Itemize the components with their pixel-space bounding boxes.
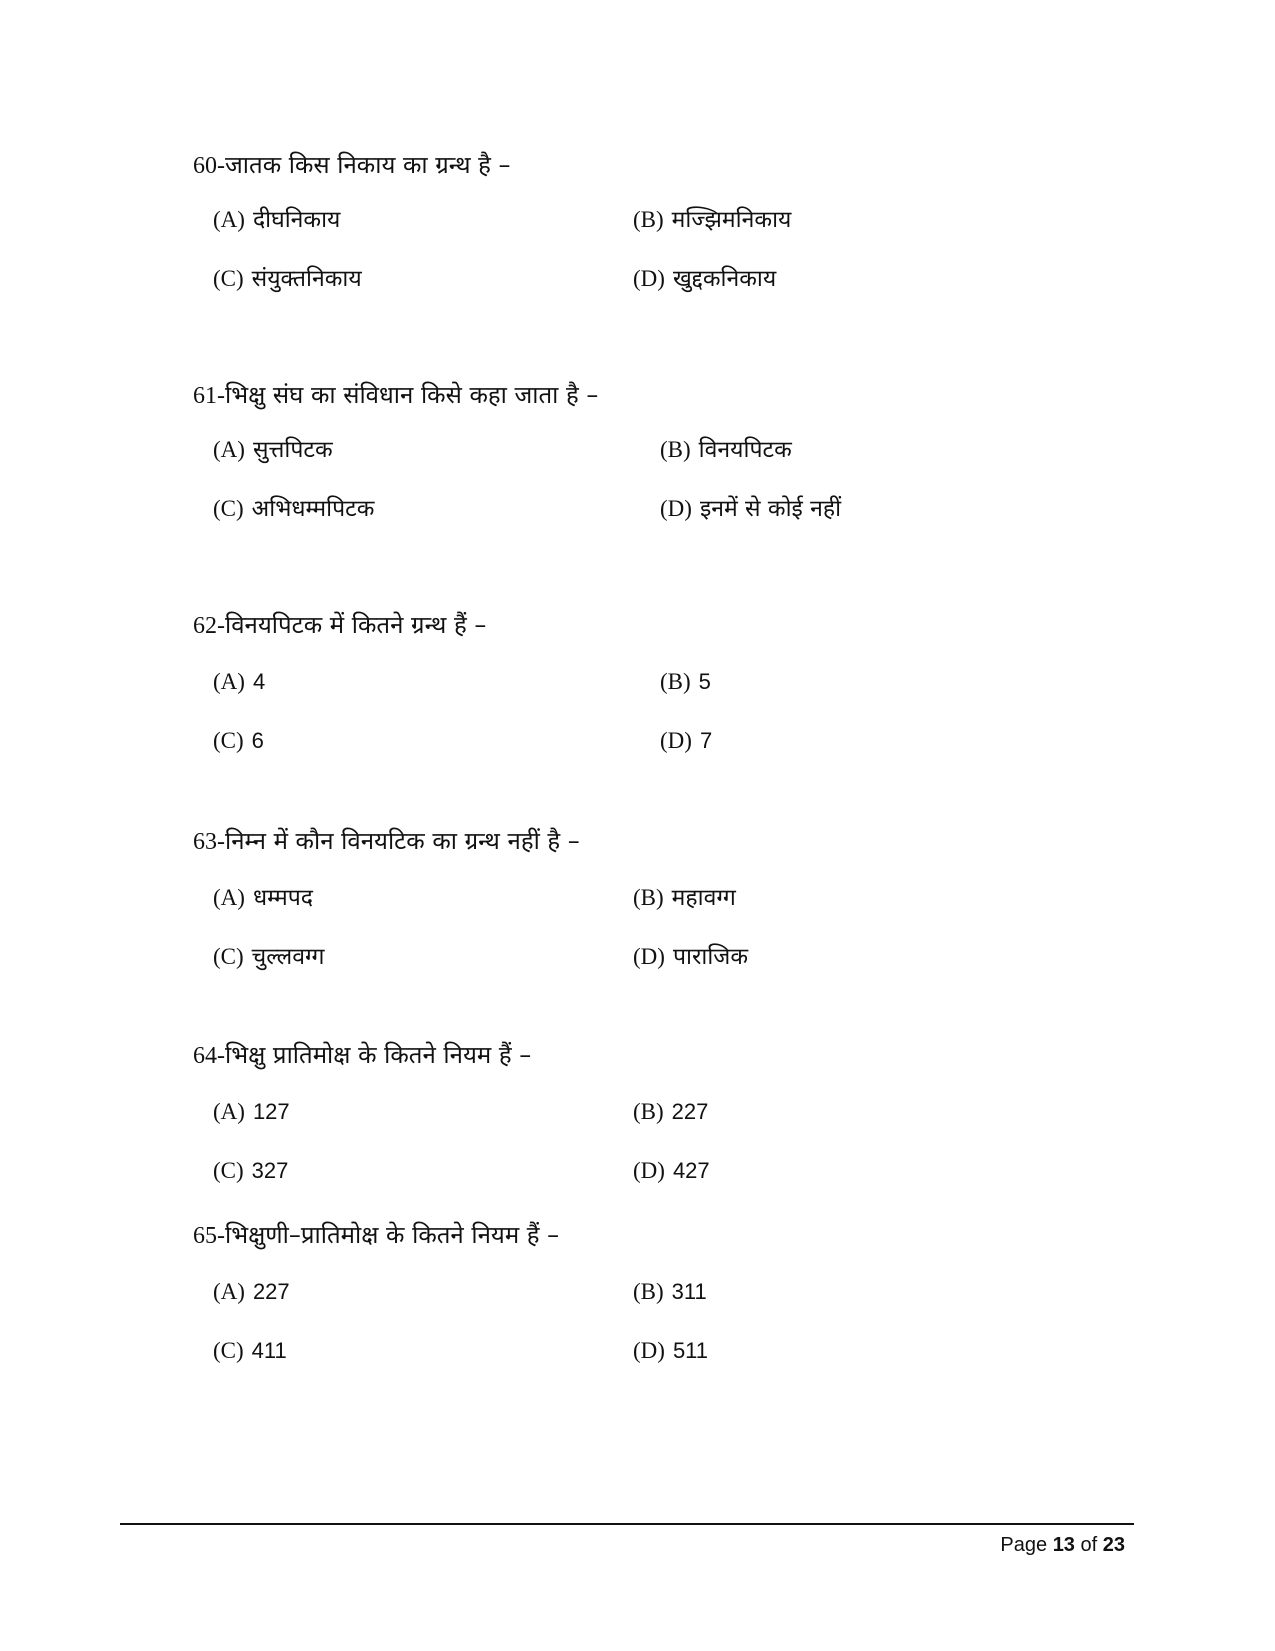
option-text: चुल्लवग्ग — [251, 944, 325, 970]
option-text: 311 — [671, 1279, 707, 1304]
option-letter: (A) — [213, 885, 245, 910]
question-text: 62-विनयपिटक में कितने ग्रन्थ हैं – — [193, 611, 487, 639]
option-c — [213, 1156, 288, 1186]
option-b — [633, 1097, 708, 1127]
page-of: of — [1080, 1534, 1098, 1556]
question-number: 64 — [193, 1043, 217, 1069]
option-letter: (D) — [633, 944, 665, 969]
question-stem: भिक्षु संघ का संविधान किसे कहा जाता है – — [225, 381, 599, 409]
option-text: 6 — [251, 728, 264, 753]
option-letter: (B) — [633, 207, 664, 232]
question-64 — [0, 1040, 1275, 1183]
question-text: 63-निम्न में कौन विनयटिक का ग्रन्थ नहीं है – — [193, 827, 580, 855]
option-d — [633, 942, 748, 972]
option-letter: (C) — [213, 496, 244, 521]
page-current: 13 — [1052, 1534, 1075, 1556]
option-text: 511 — [672, 1338, 709, 1363]
question-stem: विनयपिटक में कितने ग्रन्थ हैं – — [225, 611, 487, 639]
option-c — [213, 494, 374, 524]
option-a — [213, 1097, 290, 1127]
option-letter: (D) — [660, 728, 692, 753]
option-letter: (C) — [213, 1338, 244, 1363]
option-letter: (D) — [660, 496, 692, 521]
option-b — [633, 1277, 707, 1307]
option-c — [213, 942, 324, 972]
option-letter: (B) — [633, 1099, 664, 1124]
option-text: महावग्ग — [671, 885, 736, 911]
option-letter: (D) — [633, 1338, 665, 1363]
question-stem: भिक्षु प्रातिमोक्ष के कितने नियम हैं – — [225, 1041, 532, 1069]
question-number: 63 — [193, 829, 217, 855]
option-text: मज्झिमनिकाय — [671, 207, 792, 233]
option-letter: (B) — [633, 885, 664, 910]
option-d — [633, 1156, 710, 1186]
option-text: खुद्दकनिकाय — [672, 266, 777, 292]
option-letter: (A) — [213, 1099, 245, 1124]
question-text: 61-भिक्षु संघ का संविधान किसे कहा जाता है – — [193, 381, 599, 409]
option-b — [660, 667, 711, 697]
option-text: 227 — [671, 1099, 709, 1124]
option-letter: (A) — [213, 207, 245, 232]
option-letter: (A) — [213, 1279, 245, 1304]
option-letter: (C) — [213, 1158, 244, 1183]
option-c — [213, 264, 362, 294]
option-text: सुत्तपिटक — [252, 437, 333, 463]
option-a — [213, 205, 340, 235]
option-d — [633, 1336, 708, 1366]
question-stem: जातक किस निकाय का ग्रन्थ है – — [225, 151, 511, 179]
option-text: 127 — [252, 1099, 290, 1124]
option-a — [213, 435, 333, 465]
question-63 — [0, 826, 1275, 970]
option-a — [213, 667, 265, 697]
option-d — [633, 264, 776, 294]
option-text: अभिधम्मपिटक — [251, 496, 375, 522]
option-letter: (C) — [213, 266, 244, 291]
option-text: धम्मपद — [252, 885, 313, 911]
option-letter: (D) — [633, 1158, 665, 1183]
option-letter: (B) — [633, 1279, 664, 1304]
question-stem: निम्न में कौन विनयटिक का ग्रन्थ नहीं है – — [225, 827, 580, 855]
option-text: इनमें से कोई नहीं — [699, 496, 842, 522]
page-number — [1000, 1532, 1125, 1558]
option-letter: (D) — [633, 266, 665, 291]
option-text: 227 — [252, 1279, 290, 1304]
option-d — [660, 494, 841, 524]
option-a — [213, 883, 313, 913]
option-d — [660, 726, 712, 756]
option-text: 411 — [251, 1338, 287, 1363]
question-number: 65 — [193, 1223, 217, 1249]
option-c — [213, 1336, 287, 1366]
option-text: 7 — [699, 728, 713, 753]
page-total: 23 — [1102, 1534, 1125, 1556]
option-letter: (C) — [213, 944, 244, 969]
option-text: 4 — [252, 669, 266, 694]
question-number: 60 — [193, 153, 217, 179]
option-letter: (B) — [660, 669, 691, 694]
option-text: दीघनिकाय — [252, 207, 341, 233]
option-b — [633, 205, 791, 235]
question-61 — [0, 380, 1275, 520]
option-text: 427 — [672, 1158, 710, 1183]
question-65 — [0, 1220, 1275, 1363]
question-number: 62 — [193, 613, 217, 639]
option-text: संयुक्तनिकाय — [251, 266, 362, 292]
footer-divider — [120, 1523, 1134, 1525]
question-stem: भिक्षुणी–प्रातिमोक्ष के कितने नियम हैं – — [225, 1221, 560, 1249]
option-letter: (A) — [213, 437, 245, 462]
option-a — [213, 1277, 290, 1307]
option-text: पाराजिक — [672, 944, 749, 970]
page-label: Page — [1000, 1534, 1048, 1556]
question-text: 60-जातक किस निकाय का ग्रन्थ है – — [193, 151, 511, 179]
option-letter: (C) — [213, 728, 244, 753]
option-c — [213, 726, 264, 756]
question-number: 61 — [193, 383, 217, 409]
question-text: 65-भिक्षुणी–प्रातिमोक्ष के कितने नियम हैं – — [193, 1221, 560, 1249]
question-text: 64-भिक्षु प्रातिमोक्ष के कितने नियम हैं – — [193, 1041, 532, 1069]
question-62 — [0, 610, 1275, 753]
option-text: 5 — [698, 669, 711, 694]
option-letter: (B) — [660, 437, 691, 462]
option-letter: (A) — [213, 669, 245, 694]
option-text: विनयपिटक — [698, 437, 792, 463]
option-b — [633, 883, 736, 913]
option-text: 327 — [251, 1158, 289, 1183]
question-60 — [0, 150, 1275, 290]
option-b — [660, 435, 792, 465]
